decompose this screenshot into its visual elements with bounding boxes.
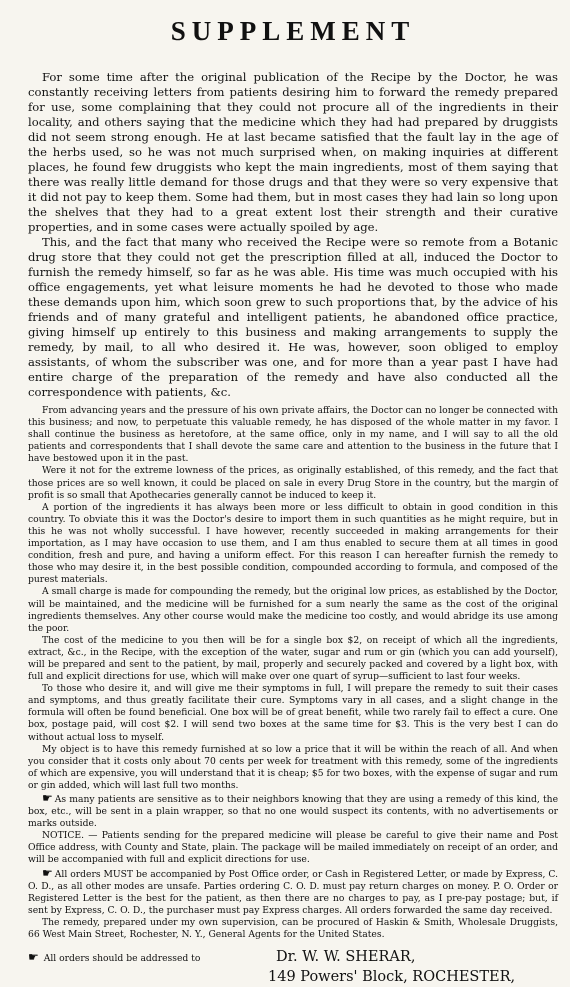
- address-street: 149 Powers' Block, ROCHESTER,: [268, 969, 516, 986]
- paragraph-small-charge: A small charge is made for compounding the remedy, but the original low prices, as established by the Doctor, will be maintained, and the medicine will be furnished for a sum nearly the same as the cost of the original ingredients themselves. Any other course would make the medicine too costly, and would abridge its use among the poor.: [28, 586, 558, 634]
- address-instruction-text: All orders should be addressed to: [43, 953, 201, 965]
- address-instruction: [28, 947, 268, 964]
- page-title: SUPPLEMENT: [170, 16, 416, 46]
- lead-paragraph-2: This, and the fact that many who received the Recipe were so remote from a Botanic drug store that they could not get the prescription filled at all, induced the Doctor to furnish the remedy himself, so far as he was able. His time was much occupied with his office engagements, yet what leisure moments he had he devoted to those who made these demands upon him, which soon grew to such proportions that, by the advice of his friends and of many grateful and intelligent patients, he abandoned office practice, giving himself up entirely to this business and making arrangements to supply the remedy, by mail, to all who desired it. He was, however, soon obliged to employ assistants, of whom the subscriber was one, and for more than a year past I have had entire charge of the preparation of the remedy and have also conducted all the correspondence with patients, &c.: [28, 235, 558, 399]
- paragraph-agents: The remedy, prepared under my own supervision, can be procured of Haskin & Smith, Wholesale Druggists, 66 West Main Street, Rochester, N. Y., General Agents for the United States.: [28, 916, 558, 941]
- lead-paragraph-1: For some time after the original publication of the Recipe by the Doctor, he was constantly receiving letters from patients desiring him to forward the remedy prepared for use, some complaining that they could not procure all of the ingredients in their locality, and others saying that the medicine which they had had prepared by druggists did not seem strong enough. He at last became satisfied that the fault lay in the age of the herbs used, so he was not much surprised when, on making inquiries at different places, he found few druggists who kept the main ingredients, most of them saying that there was really little demand for those drugs and that they were so very expensive that it did not pay to keep them. Some had them, but in most cases they had lain so long upon the shelves that they had to a great extent lost their strength and their curative properties, and in some cases were actually spoiled by age.: [28, 70, 558, 234]
- address-lines: [268, 947, 515, 987]
- address-block: [28, 947, 558, 987]
- pointing-hand-icon: ☛: [28, 950, 39, 965]
- paragraph-advancing-years: From advancing years and the pressure of his own private affairs, the Doctor can no longer be connected with this business; and now, to perpetuate this valuable remedy, he has disposed of the whole matter in my favor. I shall continue the business as heretofore, at the same office, only in my name, and I will say to all the old patients and correspondents that I shall devote the same care and attention to the business in the future that I have bestowed upon it in the past.: [28, 405, 558, 465]
- paragraph-notice: NOTICE. — Patients sending for the prepared medicine will please be careful to give their name and Post Office address, with County and State, plain. The package will be mailed immediately on receipt of an order, and will be accompanied with full and explicit directions for use.: [28, 830, 558, 866]
- paragraph-orders: [28, 867, 558, 917]
- paragraph-plain-wrapper: [28, 792, 558, 830]
- pointing-hand-icon: ☛: [42, 865, 53, 880]
- plain-wrapper-text: As many patients are sensitive as to their neighbors knowing that they are using a remedy of this kind, the box, etc., will be sent in a plain wrapper, so that no one would suspect its contents, with no advertisements or marks outside.: [28, 794, 558, 830]
- address-name: Dr. W. W. SHERAR,: [276, 949, 416, 966]
- paragraph-cost: The cost of the medicine to you then will be for a single box $2, on receipt of which all the ingredients, extract, &c., in the Recipe, with the exception of the water, sugar and rum or gin (which you can add yourself), will be prepared and sent to the patient, by mail, properly and securely packed and covered by a light box, with full and explicit directions for use, which will make over one quart of syrup—sufficient to last four weeks.: [28, 634, 558, 683]
- paragraph-prices: Were it not for the extreme lowness of the prices, as originally established, of this remedy, and the fact that those prices are so well known, it could be placed on sale in every Drug Store in the country, but the margin of profit is so small that Apothecaries generally cannot be induced to keep it.: [28, 465, 558, 501]
- orders-text: All orders MUST be accompanied by Post Office order, or Cash in Registered Letter, or made by Express, C. O. D., as all other modes are unsafe. Parties ordering C. O. D. must pay return charges on money. P. O. Order or Registered Letter is the best for the patient, as then there are no charges to pay, as I pre-pay postage; but, if sent by Express, C. O. D., the purchaser must pay Express charges. All orders forwarded the same day received.: [28, 868, 558, 916]
- paragraph-symptoms: To those who desire it, and will give me their symptoms in full, I will prepare the remedy to suit their cases and symptoms, and thus greatly facilitate their cure. Symptoms vary in all cases, and a slight change in the formula will often be found beneficial. One box will be of great benefit, while two rarely fail to effect a cure. One box, postage paid, will cost $2. I will send two boxes at the same time for $3. This is the very best I can do without actual loss to myself.: [28, 683, 558, 743]
- paragraph-object: My object is to have this remedy furnished at so low a price that it will be within the reach of all. And when you consider that it costs only about 70 cents per week for treatment with this remedy, some of the ingredients of which are expensive, you will understand that it is cheap; $5 for two boxes, with the expense of sugar and rum or gin added, which will last full two months.: [28, 743, 558, 791]
- pointing-hand-icon: ☛: [42, 791, 53, 805]
- paragraph-ingredients: A portion of the ingredients it has always been more or less difficult to obtain in good condition in this country. To obviate this it was the Doctor's desire to import them in such quantities as he might require, but in this he was not wholly successful. I have however, recently succeeded in making arrangements for their importation, as I may have occasion to use them, and I am thus enabled to secure them at all times in good condition, fresh and pure, and having a uniform effect. For this reason I can hereafter furnish the remedy to those who may desire it, in the best possible condition, compounded according to formula, and composed of the purest materials.: [28, 501, 558, 586]
